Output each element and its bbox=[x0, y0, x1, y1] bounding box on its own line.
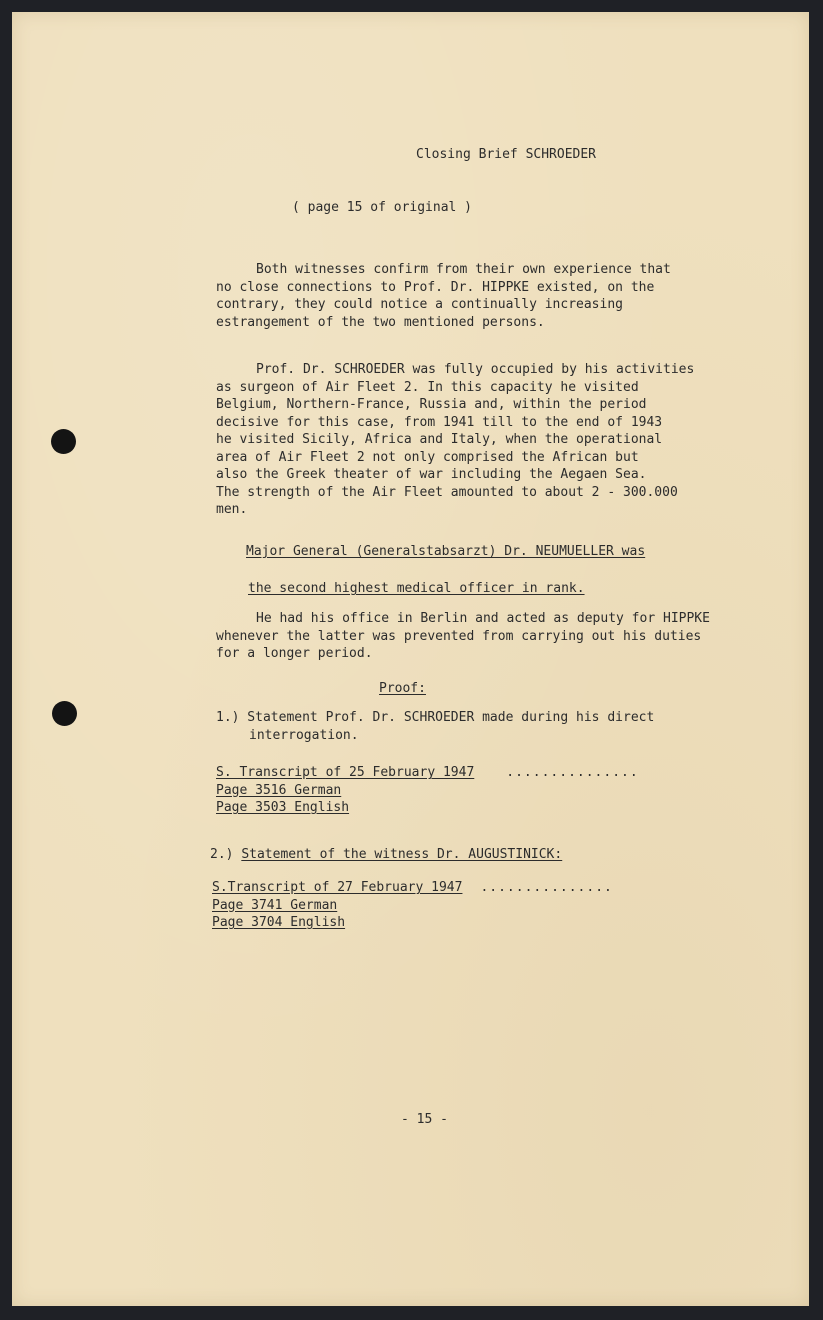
paragraph-line: Both witnesses confirm from their own experience that bbox=[256, 262, 671, 277]
proof-item-2 bbox=[210, 846, 562, 864]
heading-neumueller-rank: the second highest medical officer in rank. bbox=[248, 581, 585, 596]
page-number: - 15 - bbox=[401, 1112, 448, 1127]
leader-dots: ............... bbox=[480, 880, 613, 895]
paragraph-line: as surgeon of Air Fleet 2. In this capacity he visited bbox=[216, 379, 639, 395]
proof-item-1-line: 1.) Statement Prof. Dr. SCHROEDER made during his direct bbox=[216, 710, 655, 725]
proof-item-1-line: interrogation. bbox=[249, 727, 359, 743]
paragraph-line: The strength of the Air Fleet amounted to about 2 - 300.000 bbox=[216, 484, 678, 500]
proof-item-1 bbox=[216, 709, 654, 744]
page-reference-german: Page 3516 German bbox=[216, 782, 342, 798]
transcript-reference: S.Transcript of 27 February 1947 bbox=[212, 880, 463, 895]
paragraph-line: estrangement of the two mentioned persons. bbox=[216, 314, 545, 330]
document-page bbox=[12, 12, 809, 1306]
heading-neumueller: Major General (Generalstabsarzt) Dr. NEUMUELLER was bbox=[246, 544, 646, 559]
page-reference-english: Page 3704 English bbox=[212, 915, 346, 930]
page-reference-english: Page 3503 English bbox=[216, 800, 350, 815]
paragraph-line: whenever the latter was prevented from carrying out his duties bbox=[216, 628, 702, 644]
paragraph-line: He had his office in Berlin and acted as deputy for HIPPKE bbox=[256, 611, 710, 626]
proof-item-2-reference bbox=[212, 879, 613, 932]
proof-item-2-line: Statement of the witness Dr. AUGUSTINICK: bbox=[241, 847, 563, 862]
punch-hole bbox=[52, 701, 77, 726]
paragraph-schroeder-activities bbox=[216, 361, 694, 519]
paragraph-line: decisive for this case, from 1941 till to the end of 1943 bbox=[216, 414, 663, 430]
proof-item-1-reference bbox=[216, 764, 639, 817]
transcript-reference: S. Transcript of 25 February 1947 bbox=[216, 765, 475, 780]
paragraph-line: he visited Sicily, Africa and Italy, when the operational bbox=[216, 432, 663, 447]
paragraph-line: area of Air Fleet 2 not only comprised the African but bbox=[216, 449, 639, 465]
proof-label: Proof: bbox=[379, 681, 426, 696]
paragraph-witnesses bbox=[216, 261, 671, 331]
paragraph-line: no close connections to Prof. Dr. HIPPKE existed, on the bbox=[216, 279, 655, 295]
paragraph-neumueller-office bbox=[216, 610, 710, 663]
document-title: Closing Brief SCHROEDER bbox=[416, 147, 597, 162]
proof-item-2-number: 2.) bbox=[210, 847, 242, 862]
leader-dots: ............... bbox=[506, 765, 639, 780]
paragraph-line: Prof. Dr. SCHROEDER was fully occupied by his activities bbox=[256, 362, 695, 377]
paragraph-line: contrary, they could notice a continually increasing bbox=[216, 297, 623, 312]
paragraph-line: for a longer period. bbox=[216, 646, 373, 661]
paragraph-line: also the Greek theater of war including the Aegaen Sea. bbox=[216, 467, 647, 482]
original-page-reference: ( page 15 of original ) bbox=[292, 200, 473, 215]
paragraph-line: Belgium, Northern-France, Russia and, within the period bbox=[216, 397, 647, 412]
paragraph-line: men. bbox=[216, 502, 248, 517]
page-reference-german: Page 3741 German bbox=[212, 897, 338, 913]
punch-hole bbox=[51, 429, 76, 454]
